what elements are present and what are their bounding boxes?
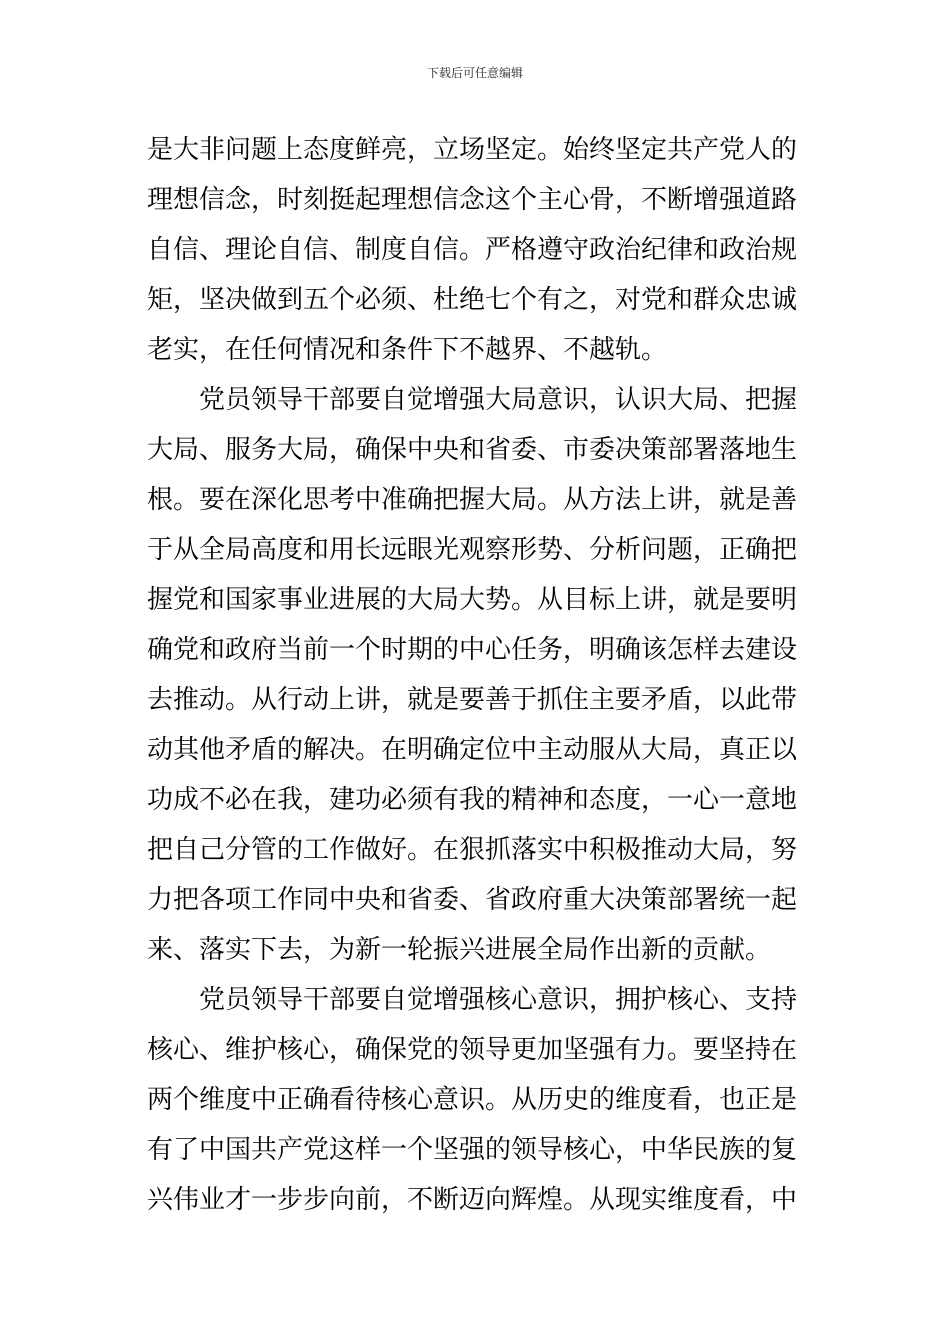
- page-header-note: 下载后可任意编辑: [426, 66, 523, 80]
- text-line: 大局、服务大局，确保中央和省委、市委决策部署落地生: [147, 435, 798, 465]
- text-line: 理想信念，时刻挺起理想信念这个主心骨，不断增强道路: [147, 185, 798, 215]
- text-line: 核心、维护核心，确保党的领导更加坚强有力。要坚持在: [147, 1035, 798, 1065]
- text-line: 于从全局高度和用长远眼光观察形势、分析问题，正确把: [147, 535, 798, 565]
- text-line: 兴伟业才一步步向前，不断迈向辉煌。从现实维度看，中: [147, 1185, 798, 1215]
- text-line: 来、落实下去，为新一轮振兴进展全局作出新的贡献。: [147, 935, 772, 965]
- text-line: 老实，在任何情况和条件下不越界、不越轨。: [147, 335, 668, 365]
- text-line: 有了中国共产党这样一个坚强的领导核心，中华民族的复: [147, 1135, 798, 1165]
- text-line: 握党和国家事业进展的大局大势。从目标上讲，就是要明: [147, 585, 798, 615]
- text-line: 矩，坚决做到五个必须、杜绝七个有之，对党和群众忠诚: [147, 285, 798, 315]
- text-line: 自信、理论自信、制度自信。严格遵守政治纪律和政治规: [147, 235, 798, 265]
- text-line: 功成不必在我，建功必须有我的精神和态度，一心一意地: [147, 785, 798, 815]
- text-line: 根。要在深化思考中准确把握大局。从方法上讲，就是善: [147, 485, 798, 515]
- text-line: 确党和政府当前一个时期的中心任务，明确该怎样去建设: [147, 635, 798, 665]
- text-line: 把自己分管的工作做好。在狠抓落实中积极推动大局，努: [147, 835, 798, 865]
- document-body: [147, 125, 807, 1225]
- text-line: 党员领导干部要自觉增强核心意识，拥护核心、支持: [199, 985, 798, 1015]
- text-line: 力把各项工作同中央和省委、省政府重大决策部署统一起: [147, 885, 798, 915]
- text-line: 两个维度中正确看待核心意识。从历史的维度看，也正是: [147, 1085, 798, 1115]
- text-line: 去推动。从行动上讲，就是要善于抓住主要矛盾，以此带: [147, 685, 798, 715]
- text-line: 是大非问题上态度鲜亮，立场坚定。始终坚定共产党人的: [147, 135, 798, 165]
- text-line: 党员领导干部要自觉增强大局意识，认识大局、把握: [199, 385, 798, 415]
- text-line: 动其他矛盾的解决。在明确定位中主动服从大局，真正以: [147, 735, 798, 765]
